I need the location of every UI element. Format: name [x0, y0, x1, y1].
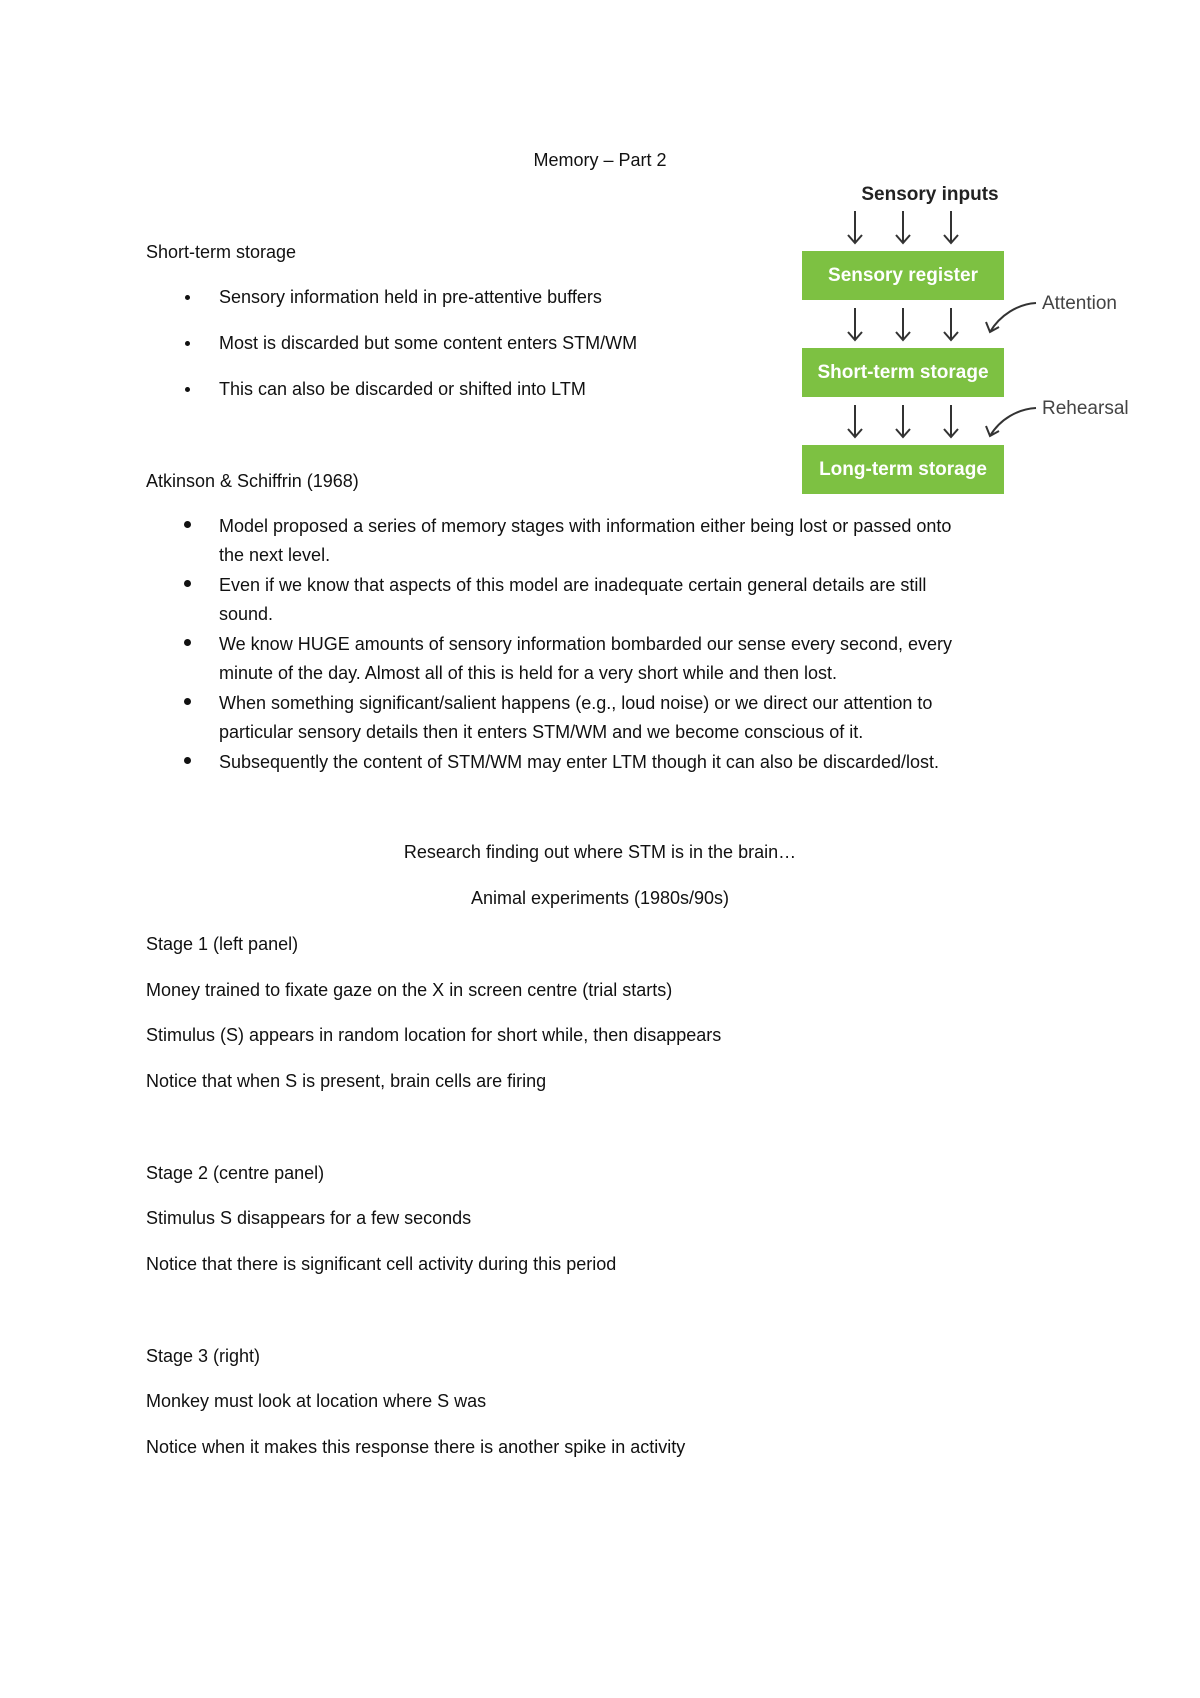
stage-line: Stimulus (S) appears in random location for short while, then disappears [146, 1025, 722, 1045]
bullet-dot-icon [184, 757, 191, 764]
stage-title: Stage 3 (right) [146, 1346, 261, 1366]
down-arrow-icon [944, 405, 958, 437]
memory-model-diagram [790, 180, 1140, 500]
page-title: Memory – Part 2 [533, 150, 667, 170]
bullet-dot-icon [184, 580, 191, 587]
atkinson-bullet-line: particular sensory details then it enters STM/WM and we become conscious of it. [219, 722, 864, 742]
stage-line: Notice that there is significant cell activity during this period [146, 1254, 617, 1274]
down-arrow-icon [944, 211, 958, 243]
rehearsal-label: Rehearsal [1042, 398, 1129, 419]
down-arrow-icon [896, 405, 910, 437]
stage-line: Notice that when S is present, brain cells are firing [146, 1071, 547, 1091]
research-subheading: Animal experiments (1980s/90s) [470, 888, 730, 908]
bullet-dot-icon [185, 295, 190, 300]
sensory-inputs-label: Sensory inputs [861, 184, 999, 205]
short-term-bullet: Most is discarded but some content enters STM/WM [219, 333, 638, 353]
atkinson-heading: Atkinson & Schiffrin (1968) [146, 471, 359, 491]
down-arrow-icon [848, 405, 862, 437]
atkinson-bullet-line: Subsequently the content of STM/WM may enter LTM though it can also be discarded/lost. [219, 752, 940, 772]
bullet-dot-icon [184, 521, 191, 528]
research-heading: Research finding out where STM is in the brain… [403, 842, 797, 862]
long-term-storage-box: Long-term storage [802, 445, 1004, 494]
down-arrow-icon [848, 308, 862, 340]
stage-line: Notice when it makes this response there is another spike in activity [146, 1437, 686, 1457]
down-arrow-icon [896, 308, 910, 340]
bullet-dot-icon [184, 698, 191, 705]
down-arrow-icon [896, 211, 910, 243]
short-term-bullet: Sensory information held in pre-attentive buffers [219, 287, 602, 307]
atkinson-bullet-line: sound. [219, 604, 274, 624]
curved-arrow-icon [986, 408, 1036, 436]
sensory-register-box: Sensory register [802, 251, 1004, 300]
attention-label: Attention [1042, 293, 1117, 314]
bullet-dot-icon [185, 387, 190, 392]
atkinson-bullet-line: minute of the day. Almost all of this is held for a very short while and then lost. [219, 663, 837, 683]
stage-title: Stage 2 (centre panel) [146, 1163, 325, 1183]
atkinson-bullet-line: We know HUGE amounts of sensory information bombarded our sense every second, every [219, 634, 953, 654]
atkinson-bullet-line: Even if we know that aspects of this model are inadequate certain general details are still [219, 575, 927, 595]
stage-line: Stimulus S disappears for a few seconds [146, 1208, 472, 1228]
down-arrow-icon [944, 308, 958, 340]
short-term-bullet: This can also be discarded or shifted into LTM [219, 379, 586, 399]
short-term-storage-box: Short-term storage [802, 348, 1004, 397]
stage-title: Stage 1 (left panel) [146, 934, 299, 954]
stage-line: Monkey must look at location where S was [146, 1391, 487, 1411]
bullet-dot-icon [184, 639, 191, 646]
down-arrow-icon [848, 211, 862, 243]
atkinson-bullet-line: Model proposed a series of memory stages with information either being lost or passed onto [219, 516, 952, 536]
atkinson-bullet-line: When something significant/salient happens (e.g., loud noise) or we direct our attention to [219, 693, 933, 713]
stage-line: Money trained to fixate gaze on the X in screen centre (trial starts) [146, 980, 673, 1000]
curved-arrow-icon [986, 303, 1036, 332]
short-term-heading: Short-term storage [146, 242, 297, 262]
atkinson-bullet-line: the next level. [219, 545, 331, 565]
bullet-dot-icon [185, 341, 190, 346]
